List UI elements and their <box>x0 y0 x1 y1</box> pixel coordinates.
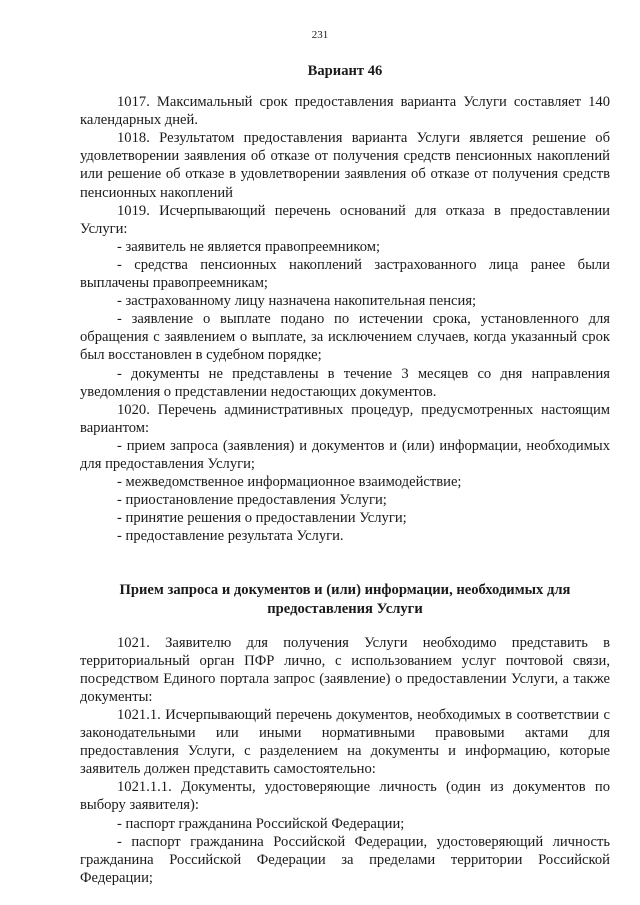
list-item: - заявление о выплате подано по истечении срока, установленного для обращения с заявлением о выплате, за исключением случаев, когда указанный срок был восстановлен в судебном порядке; <box>80 311 610 364</box>
paragraph-1018: 1018. Результатом предоставления варианта Услуги является решение об удовлетворении заявления об отказе от получения средств пенсионных накоплений или решение об отказе в удовлетворении заявления об отказе от получения средств пенсионных накоплений <box>80 130 610 201</box>
refusal-grounds-list <box>80 238 610 401</box>
list-item: - документы не представлены в течение 3 месяцев со дня направления уведомления о представлении недостающих документов. <box>80 365 610 400</box>
paragraph-1019: 1019. Исчерпывающий перечень оснований для отказа в предоставлении Услуги: <box>80 202 610 237</box>
page-content <box>80 62 610 887</box>
paragraph-1021-1: 1021.1. Исчерпывающий перечень документов, необходимых в соответствии с законодательными или иными нормативными правовыми актами для предоставления Услуги, с разделением на документы и информацию, которые заявитель должен представить самостоятельно: <box>80 707 610 778</box>
section-heading: Прием запроса и документов и (или) информации, необходимых для предоставления Услуги <box>119 582 571 617</box>
list-item: - прием запроса (заявления) и документов и (или) информации, необходимых для предоставления Услуги; <box>80 437 610 472</box>
paragraph-1020: 1020. Перечень административных процедур, предусмотренных настоящим вариантом: <box>80 401 610 436</box>
procedures-list <box>80 437 610 546</box>
list-item: - предоставление результата Услуги. <box>117 528 344 545</box>
paragraph-1017: 1017. Максимальный срок предоставления варианта Услуги составляет 140 календарных дней. <box>80 94 610 129</box>
list-item: - паспорт гражданина Российской Федерации, удостоверяющий личность гражданина Российской Федерации за пределами территории Российской Федерации; <box>80 833 610 886</box>
identity-documents-list <box>80 815 610 887</box>
list-item: - средства пенсионных накоплений застрахованного лица ранее были выплачены правопреемникам; <box>80 256 610 292</box>
paragraph-1021-1-1: 1021.1.1. Документы, удостоверяющие личность (один из документов по выбору заявителя): <box>80 779 610 814</box>
list-item: - паспорт гражданина Российской Федерации; <box>117 815 405 832</box>
list-item: - застрахованному лицу назначена накопительная пенсия; <box>117 293 477 310</box>
page-number: 231 <box>311 29 329 41</box>
variant-title: Вариант 46 <box>307 63 383 79</box>
list-item: - приостановление предоставления Услуги; <box>117 492 387 509</box>
paragraph-1021: 1021. Заявителю для получения Услуги необходимо представить в территориальный орган ПФР лично, с использованием услуг почтовой связи, посредством Единого портала запрос (заявление) о предоставлении Услуги, а также документы: <box>80 634 610 705</box>
list-item: - межведомственное информационное взаимодействие; <box>117 474 462 491</box>
list-item: - принятие решения о предоставлении Услуги; <box>117 510 407 527</box>
list-item: - заявитель не является правопреемником; <box>117 238 381 255</box>
